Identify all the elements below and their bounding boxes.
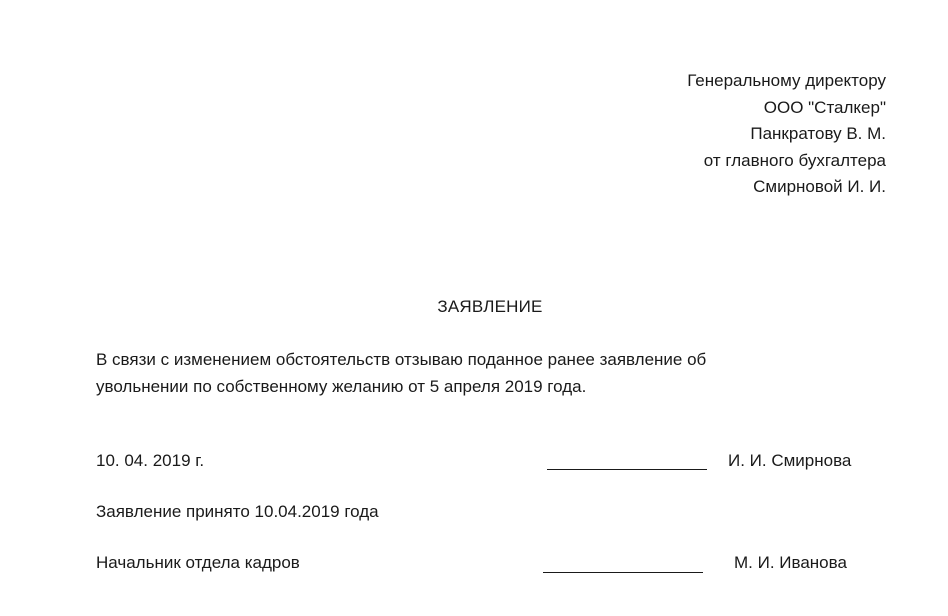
addressee-line: Генеральному директору (687, 71, 886, 90)
employee-signature-date: 10. 04. 2019 г. (96, 451, 205, 470)
document-title: ЗАЯВЛЕНИЕ (437, 297, 543, 316)
body-line: В связи с изменением обстоятельств отзываю поданное ранее заявление об (96, 350, 707, 369)
addressee-line: Панкратову В. М. (750, 124, 886, 143)
employee-signature-line (547, 469, 707, 470)
hr-signature-name: М. И. Иванова (734, 553, 847, 572)
acceptance-note: Заявление принято 10.04.2019 года (96, 502, 379, 521)
body-line: увольнении по собственному желанию от 5 апреля 2019 года. (96, 377, 587, 396)
addressee-line: ООО "Сталкер" (763, 97, 886, 117)
hr-position: Начальник отдела кадров (96, 553, 300, 572)
addressee-block (687, 68, 886, 201)
employee-signature-name: И. И. Смирнова (728, 451, 852, 470)
statement-body (96, 346, 856, 400)
addressee-line: от главного бухгалтера (703, 150, 886, 170)
addressee-line: Смирновой И. И. (753, 177, 886, 196)
hr-signature-line (543, 572, 703, 573)
